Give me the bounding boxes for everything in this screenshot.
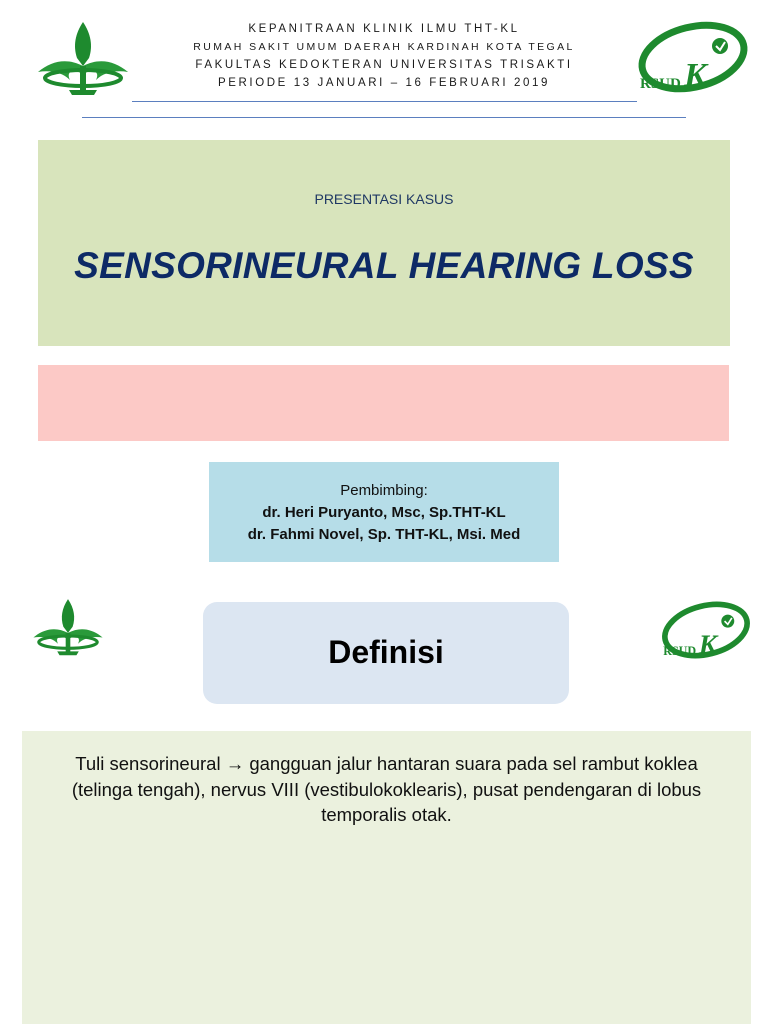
- header-divider-top: [132, 101, 637, 102]
- header-line-3: FAKULTAS KEDOKTERAN UNIVERSITAS TRISAKTI: [195, 59, 573, 71]
- rsud-logo-small-icon: [660, 600, 752, 660]
- pink-banner: [38, 365, 729, 441]
- header-line-1: KEPANITRAAN KLINIK ILMU THT-KL: [248, 23, 520, 35]
- header-line-4: PERIODE 13 JANUARI – 16 FEBRUARI 2019: [217, 77, 551, 89]
- trisakti-logo-small-icon: [30, 596, 106, 656]
- header-line-2: RUMAH SAKIT UMUM DAERAH KARDINAH KOTA TEGAL: [193, 41, 575, 53]
- presentation-type: PRESENTASI KASUS: [314, 191, 454, 207]
- advisor-name-2: dr. Fahmi Novel, Sp. THT-KL, Msi. Med: [247, 526, 521, 543]
- rsud-logo-text: RSUD: [640, 76, 681, 92]
- rsud-logo-small-text: RSUD: [663, 644, 697, 659]
- definition-text: Tuli sensorineural → gangguan jalur hantaran suara pada sel rambut koklea (telinga tengah), nervus VIII (vestibulokoklearis), pusat pendengaran di lobus temporalis otak.: [71, 753, 702, 825]
- header-divider-bottom: [82, 117, 686, 118]
- rsud-logo-icon: [636, 20, 750, 94]
- rsud-logo-letter: K: [684, 57, 707, 94]
- trisakti-logo-icon: [36, 18, 130, 96]
- definition-box: [22, 731, 751, 1024]
- header: [150, 20, 618, 92]
- advisor-box: [209, 462, 559, 562]
- page-title: SENSORINEURAL HEARING LOSS: [74, 245, 694, 286]
- advisor-name-1: dr. Heri Puryanto, Msc, Sp.THT-KL: [262, 504, 506, 521]
- section-heading: Definisi: [328, 634, 444, 670]
- section-heading-box: [203, 602, 569, 704]
- advisor-label: Pembimbing:: [340, 482, 428, 499]
- title-box: [38, 140, 730, 346]
- rsud-logo-small-letter: K: [698, 629, 718, 660]
